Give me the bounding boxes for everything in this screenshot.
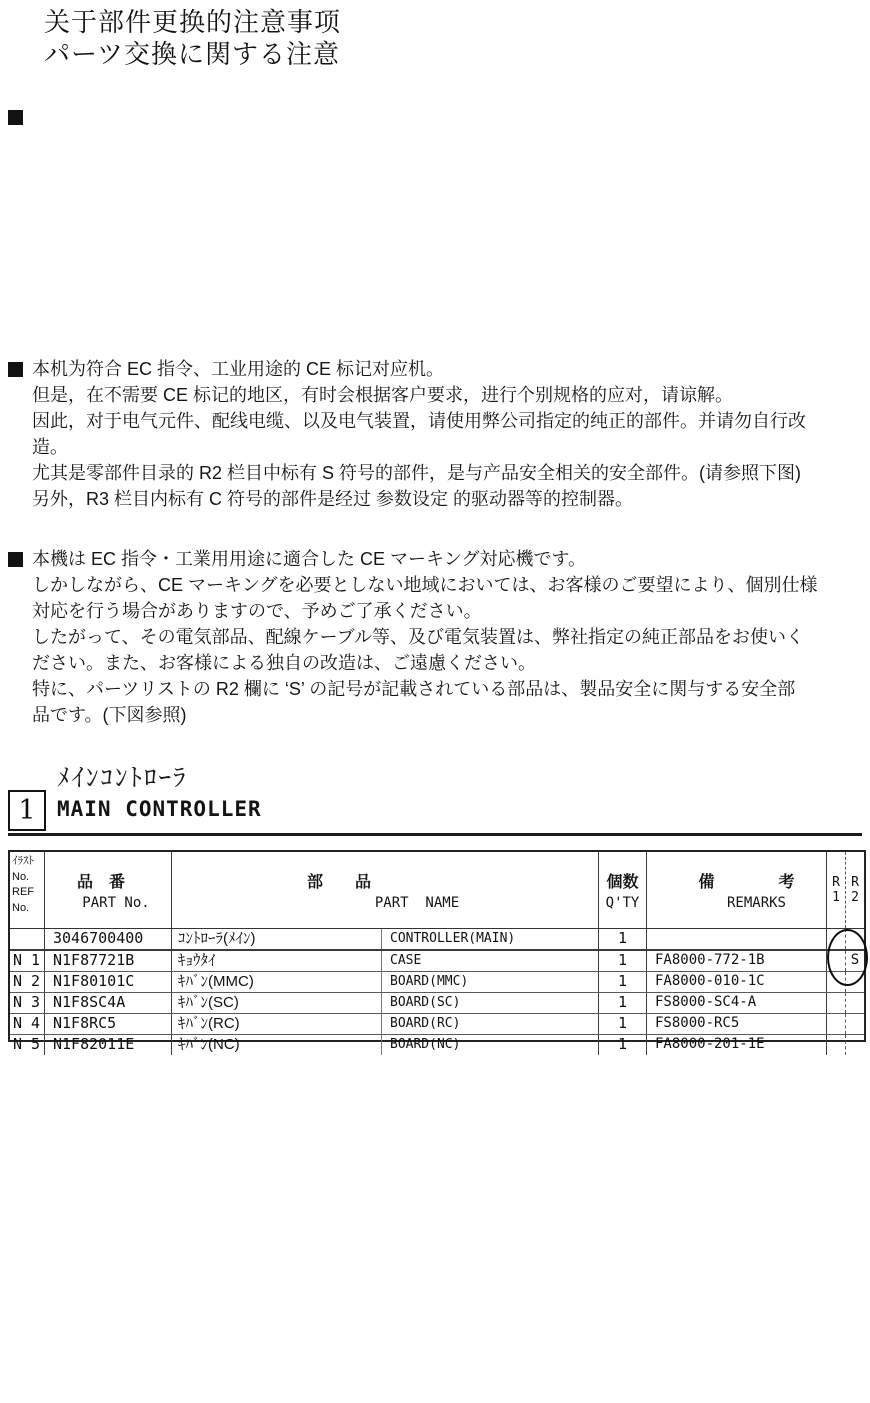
cell-qty: 1 (599, 1035, 647, 1055)
cell-r2 (846, 993, 864, 1013)
cell-qty: 1 (599, 993, 647, 1013)
cell-part-no: 3046700400 (45, 929, 172, 949)
cell-qty: 1 (599, 951, 647, 971)
cell-remarks: FA8000-772-1B (647, 951, 827, 971)
cell-part-no: N1F80101C (45, 972, 172, 992)
notice-zh-line: 本机为符合 EC 指令、工业用途的 CE 标记对应机。 (32, 359, 445, 379)
safety-mark-circle-annotation (827, 929, 868, 986)
notice-ja-line: ださい。また、お客様による独自の改造は、ご遠慮ください。 (32, 653, 536, 673)
notice-ja-line: 品です。(下図参照) (32, 705, 187, 725)
cell-part-name-jp: ｺﾝﾄﾛｰﾗ(ﾒｲﾝ) (172, 929, 382, 949)
notice-ja-line: 対応を行う場合がありますので、予めご了承ください。 (32, 601, 482, 621)
notice-zh-line: 造。 (32, 437, 68, 457)
header-ref: ｲﾗｽﾄ No. REF No. (10, 852, 45, 928)
cell-ref: N 4 (10, 1014, 45, 1034)
section-number: 1 (18, 795, 36, 826)
cell-part-name-en: BOARD(SC) (382, 993, 599, 1013)
parts-table-header (10, 852, 864, 929)
notice-zh-line: 因此，对于电气元件、配线电缆、以及电气装置，请使用弊公司指定的纯正的部件。并请勿自行改 (32, 411, 806, 431)
table-row (10, 1035, 864, 1055)
section-title: MAIN CONTROLLER (57, 797, 262, 821)
header-qty: 個数 Q'TY (599, 852, 647, 928)
table-row (10, 929, 864, 951)
section-bullet-japanese (8, 552, 23, 567)
section-rule (8, 833, 862, 836)
cell-part-name-en: CONTROLLER(MAIN) (382, 929, 599, 949)
page-title-chinese: 关于部件更换的注意事项 (44, 7, 342, 37)
table-row (10, 951, 864, 972)
notice-ja-line: 本機は EC 指令・工業用用途に適合した CE マーキング対応機です。 (32, 549, 587, 569)
cell-remarks: FA8000-201-1E (647, 1035, 827, 1055)
table-row (10, 972, 864, 993)
notice-zh-line: 尤其是零部件目录的 R2 栏目中标有 S 符号的部件，是与产品安全相关的安全部件。(请参照下图) (32, 463, 802, 483)
cell-part-no: N1F82011E (45, 1035, 172, 1055)
cell-r2 (846, 1014, 864, 1034)
cell-ref: N 2 (10, 972, 45, 992)
cell-part-name-en: BOARD(MMC) (382, 972, 599, 992)
cell-ref (10, 929, 45, 949)
cell-qty: 1 (599, 929, 647, 949)
cell-part-name-jp: ｷﾊﾞﾝ(MMC) (172, 972, 382, 992)
cell-remarks: FA8000-010-1C (647, 972, 827, 992)
cell-r2-safety: S (850, 952, 860, 968)
page-title-japanese: パーツ交換に関する注意 (44, 39, 340, 69)
notice-ja-line: しかしながら、CE マーキングを必要としない地域においては、お客様のご要望により、個別仕様 (32, 575, 818, 595)
parts-table (8, 850, 866, 1053)
cell-r2 (846, 1035, 864, 1055)
header-r2: R 2 (851, 875, 859, 905)
header-remarks: 備 考 REMARKS (647, 852, 827, 928)
header-r1: R 1 (827, 852, 846, 928)
table-row (10, 993, 864, 1014)
header-part-name: 部 品 PART NAME (172, 852, 599, 928)
notice-japanese (32, 546, 867, 728)
cell-r1 (827, 1014, 846, 1034)
section-number-box (8, 790, 46, 831)
cell-qty: 1 (599, 1014, 647, 1034)
cell-part-no: N1F87721B (45, 951, 172, 971)
notice-chinese (32, 356, 862, 512)
cell-part-name-en: BOARD(RC) (382, 1014, 599, 1034)
cell-part-name-jp: ｷﾊﾞﾝ(NC) (172, 1035, 382, 1055)
cell-part-name-en: BOARD(NC) (382, 1035, 599, 1055)
cell-ref: N 1 (10, 951, 45, 971)
cell-part-name-jp: ｷﾊﾞﾝ(SC) (172, 993, 382, 1013)
notice-zh-line: 另外，R3 栏目内标有 C 符号的部件是经过 参数设定 的驱动器等的控制器。 (32, 489, 634, 509)
header-part-no: 品 番 PART No. (45, 852, 172, 928)
cell-part-name-jp: ｷｮｳﾀｲ (172, 951, 382, 971)
cell-remarks: FS8000-SC4-A (647, 993, 827, 1013)
cell-remarks: FS8000-RC5 (647, 1014, 827, 1034)
cell-part-name-en: CASE (382, 951, 599, 971)
cell-r1 (827, 993, 846, 1013)
cell-qty: 1 (599, 972, 647, 992)
notice-ja-line: 特に、パーツリストの R2 欄に ‘S’ の記号が記載されている部品は、製品安全に関与する安全部 (32, 679, 796, 699)
cell-ref: N 5 (10, 1035, 45, 1055)
cell-part-name-jp: ｷﾊﾞﾝ(RC) (172, 1014, 382, 1034)
cell-remarks (647, 929, 827, 949)
cell-part-no: N1F8RC5 (45, 1014, 172, 1034)
cell-ref: N 3 (10, 993, 45, 1013)
notice-ja-line: したがって、その電気部品、配線ケーブル等、及び電気装置は、弊社指定の純正部品をお使いく (32, 627, 805, 647)
section-bullet-chinese (8, 362, 23, 377)
cell-r1 (827, 1035, 846, 1055)
table-row (10, 1014, 864, 1035)
section-bullet-top (8, 110, 23, 125)
cell-part-no: N1F8SC4A (45, 993, 172, 1013)
section-label-kana: ﾒｲﾝｺﾝﾄﾛｰﾗ (57, 764, 188, 792)
notice-zh-line: 但是，在不需要 CE 标记的地区，有时会根据客户要求，进行个别规格的应对，请谅解。 (32, 385, 734, 405)
